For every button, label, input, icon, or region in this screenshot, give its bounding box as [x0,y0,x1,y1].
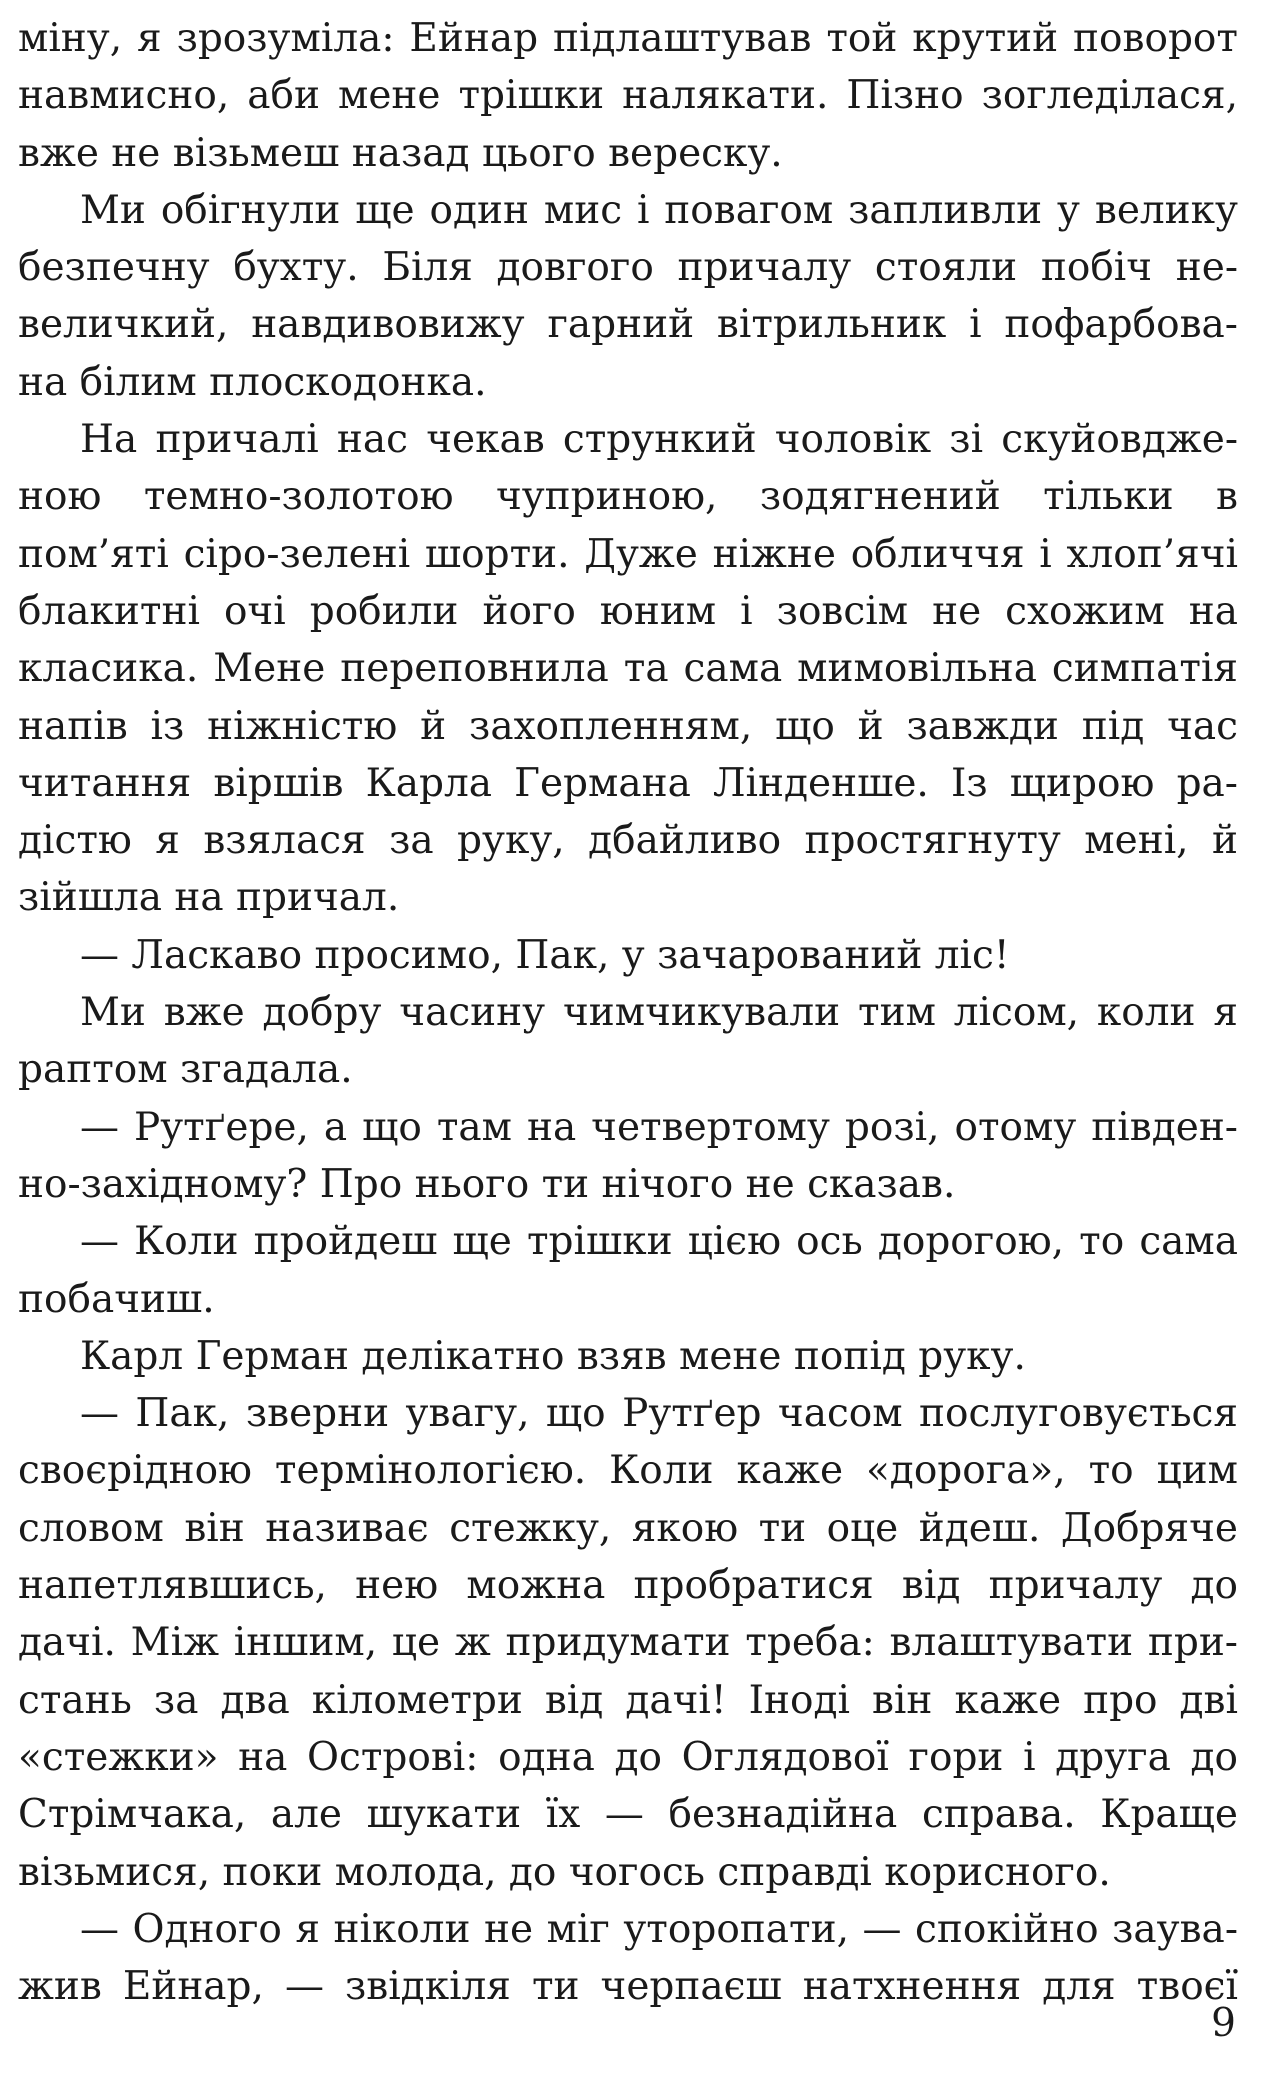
text-line: — Ласкаво просимо, Пак, у зачарований ліс! [80,932,1010,978]
text-line: — Коли пройдеш ще трішки цією ось дорогою, то сама [80,1219,1238,1265]
text-line: величкий, навдивовижу гарний вітрильник і пофарбова- [18,302,1238,348]
text-line: — Рутґере, а що там на четвертому розі, отому півден- [80,1104,1238,1150]
text-line: напів із ніжністю й захопленням, що й завжди під час [18,703,1238,749]
text-line: напетлявшись, нею можна пробратися від причалу до [18,1563,1238,1609]
text-line: навмисно, аби мене трішки налякати. Пізно зогледілася, [18,73,1238,119]
text-line: вже не візьмеш назад цього вереску. [18,130,783,176]
text-line: На причалі нас чекав стрункий чоловік зі скуйовдже- [80,417,1238,463]
text-line: «стежки» на Острові: одна до Оглядової гори і друга до [18,1734,1238,1780]
text-line: на білим плоскодонка. [18,359,487,405]
text-line: своєрідною термінологією. Коли каже «дорога», то цим [18,1448,1238,1494]
text-line: Карл Герман делікатно взяв мене попід руку. [80,1333,1026,1379]
page-number: 9 [1211,2001,1236,2046]
text-line: стань за два кілометри від дачі! Іноді він каже про дві [18,1677,1238,1723]
text-line: Ми обігнули ще один мис і повагом запливли у велику [80,187,1238,233]
text-line: словом він називає стежку, якою ти оце йдеш. Добряче [18,1505,1238,1551]
text-line: пом’яті сіро-зелені шорти. Дуже ніжне обличчя і хлоп’ячі [18,531,1238,577]
text-line: — Одного я ніколи не міг уторопати, — спокійно заува- [80,1906,1238,1952]
text-line: побачиш. [18,1276,215,1322]
text-line: дачі. Між іншим, це ж придумати треба: влаштувати при- [18,1620,1238,1666]
text-line: Ми вже добру часину чимчикували тим лісом, коли я [80,990,1238,1036]
text-line: Стрімчака, але шукати їх — безнадійна справа. Краще [18,1792,1238,1838]
text-line: міну, я зрозуміла: Ейнар підлаштував той крутий поворот [18,16,1238,61]
text-line: раптом згадала. [18,1047,353,1093]
text-line: — Пак, зверни увагу, що Рутґер часом послуговується [80,1391,1238,1437]
text-line: жив Ейнар, — звідкіля ти черпаєш натхнення для твоєї [18,1964,1238,2010]
text-line: ною темно-золотою чуприною, зодягнений тільки в [18,474,1238,520]
page-body [18,10,1238,2015]
text-line: но-західному? Про нього ти нічого не сказав. [18,1161,956,1207]
text-line: класика. Мене переповнила та сама мимовільна симпатія [18,646,1238,692]
text-line: зійшла на причал. [18,875,400,921]
text-line: блакитні очі робили його юним і зовсім не схожим на [18,588,1238,634]
text-line: візьмися, поки молода, до чогось справді корисного. [18,1849,1111,1895]
text-line: безпечну бухту. Біля довгого причалу стояли побіч не- [18,245,1238,291]
text-line: дістю я взялася за руку, дбайливо простягнуту мені, й [18,818,1238,864]
text-line: читання віршів Карла Германа Лінденше. Із щирою ра- [18,760,1238,806]
